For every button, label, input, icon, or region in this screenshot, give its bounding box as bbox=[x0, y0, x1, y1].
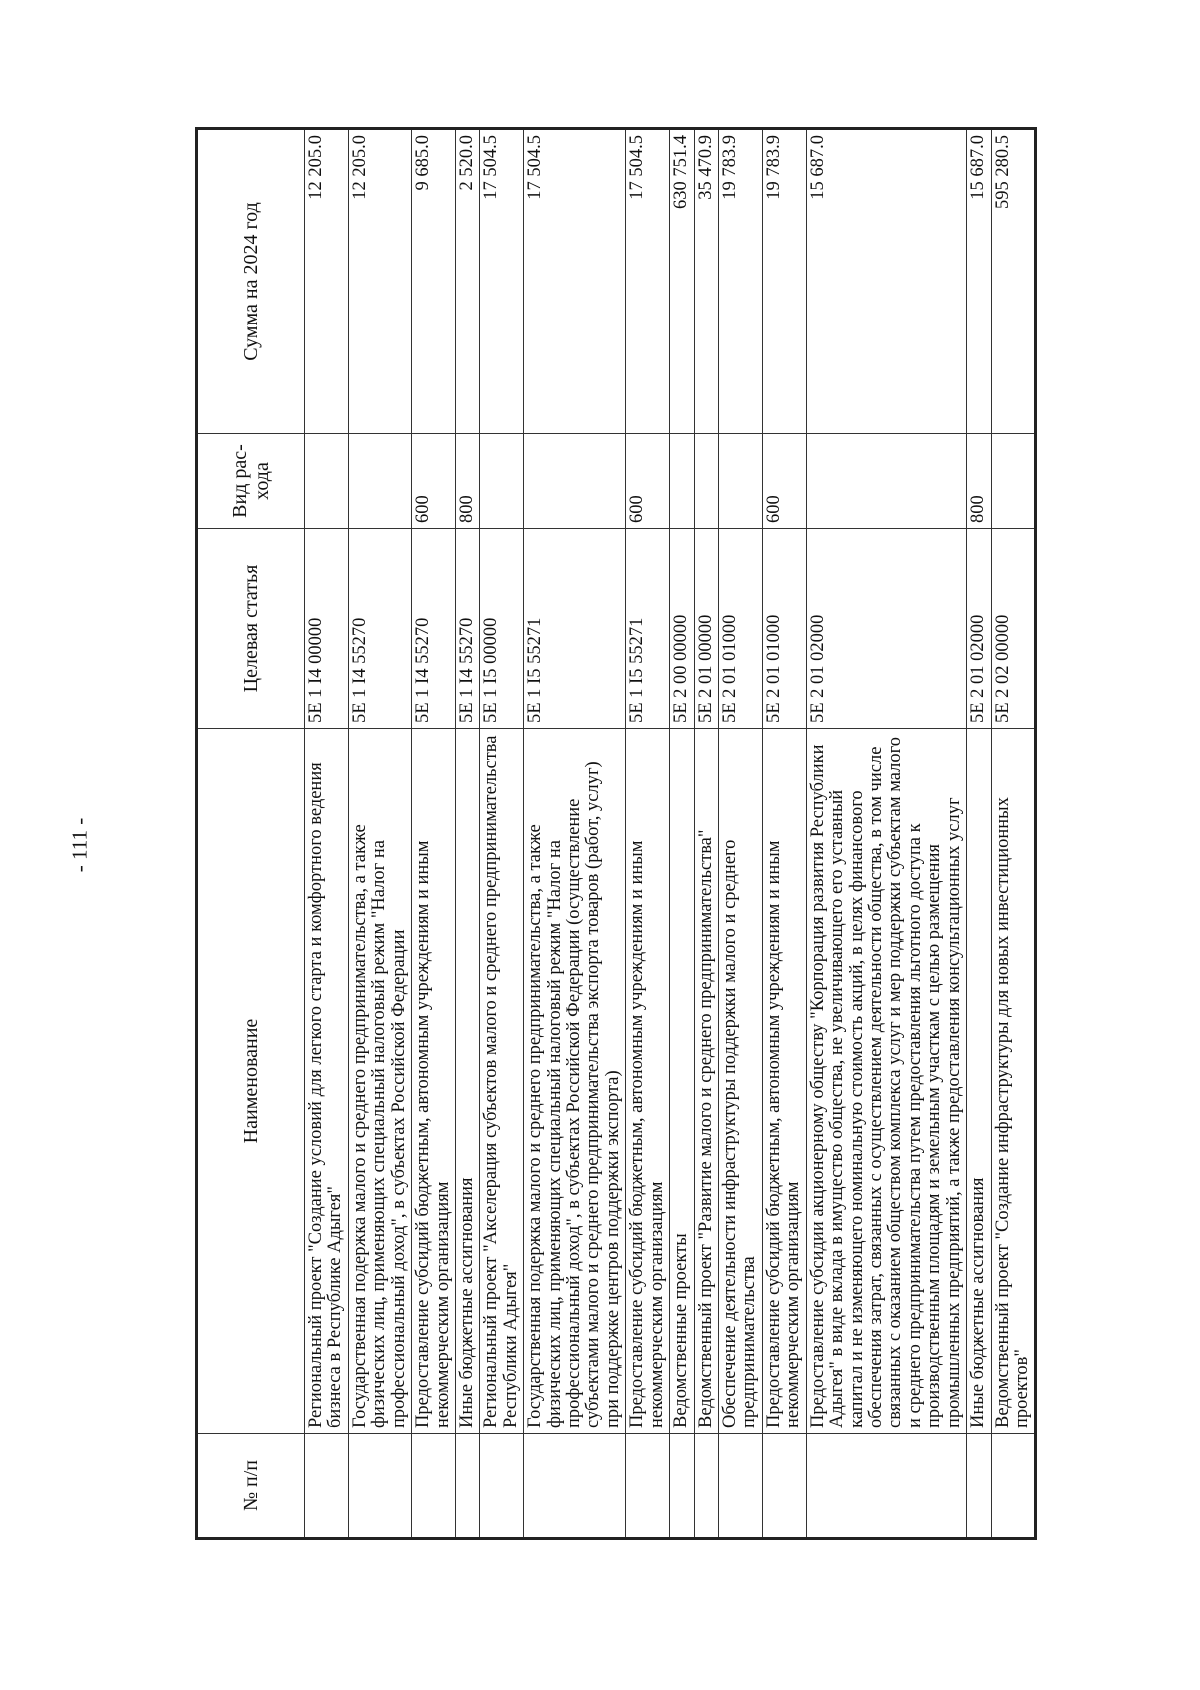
cell-code: 5Е 2 01 00000 bbox=[694, 529, 718, 729]
table-row bbox=[480, 129, 524, 1539]
table-row bbox=[806, 129, 966, 1539]
cell-code: 5Е 1 I5 00000 bbox=[480, 529, 524, 729]
table-row bbox=[719, 129, 763, 1539]
cell-sum: 630 751.4 bbox=[670, 129, 694, 434]
cell-num bbox=[412, 1434, 456, 1539]
table-row bbox=[524, 129, 626, 1539]
cell-num bbox=[670, 1434, 694, 1539]
page-number: - 111 - bbox=[67, 817, 92, 873]
cell-num bbox=[455, 1434, 479, 1539]
cell-sum: 19 783.9 bbox=[719, 129, 763, 434]
cell-vid bbox=[719, 434, 763, 529]
cell-vid: 600 bbox=[412, 434, 456, 529]
cell-num bbox=[694, 1434, 718, 1539]
cell-vid bbox=[524, 434, 626, 529]
cell-sum: 12 205.0 bbox=[348, 129, 411, 434]
cell-name: Региональный проект "Акселерация субъектов малого и среднего предпринимательства Республики Адыгея" bbox=[480, 729, 524, 1434]
cell-num bbox=[719, 1434, 763, 1539]
cell-num bbox=[305, 1434, 349, 1539]
cell-code: 5Е 2 01 01000 bbox=[762, 529, 806, 729]
cell-vid: 600 bbox=[626, 434, 670, 529]
budget-table bbox=[195, 127, 1037, 1540]
cell-code: 5Е 2 01 02000 bbox=[967, 529, 991, 729]
cell-code: 5Е 1 I5 55271 bbox=[524, 529, 626, 729]
cell-name: Ведомственный проект "Создание инфраструктуры для новых инвестиционных проектов" bbox=[991, 729, 1036, 1434]
table-row bbox=[762, 129, 806, 1539]
table-row bbox=[991, 129, 1036, 1539]
budget-table-container bbox=[195, 130, 1035, 1540]
cell-sum: 15 687.0 bbox=[806, 129, 966, 434]
cell-sum: 17 504.5 bbox=[626, 129, 670, 434]
table-row bbox=[412, 129, 456, 1539]
cell-code: 5Е 1 I4 55270 bbox=[455, 529, 479, 729]
cell-sum: 15 687.0 bbox=[967, 129, 991, 434]
header-name: Наименование bbox=[197, 729, 305, 1434]
table-row bbox=[305, 129, 349, 1539]
cell-sum: 595 280.5 bbox=[991, 129, 1036, 434]
cell-name: Государственная подержка малого и среднего предпринимательства, а также физических лиц, применяющих специальный налоговый режим "Налог на профессиональный доход", в субъектах Российской Федерации (осуществление субъектами малого и среднего предпринимательства экспорта товаров (работ, услуг) при поддержке центров поддержки экспорта) bbox=[524, 729, 626, 1434]
header-num: № п/п bbox=[197, 1434, 305, 1539]
header-sum: Сумма на 2024 год bbox=[197, 129, 305, 434]
cell-num bbox=[480, 1434, 524, 1539]
table-header-row bbox=[197, 129, 305, 1539]
cell-code: 5Е 2 01 02000 bbox=[806, 529, 966, 729]
cell-vid: 800 bbox=[967, 434, 991, 529]
table-row bbox=[348, 129, 411, 1539]
cell-sum: 9 685.0 bbox=[412, 129, 456, 434]
cell-vid bbox=[670, 434, 694, 529]
cell-vid bbox=[348, 434, 411, 529]
cell-name: Обеспечение деятельности инфраструктуры поддержки малого и среднего предпринимательства bbox=[719, 729, 763, 1434]
cell-num bbox=[967, 1434, 991, 1539]
cell-vid: 600 bbox=[762, 434, 806, 529]
cell-vid bbox=[991, 434, 1036, 529]
cell-code: 5Е 1 I4 00000 bbox=[305, 529, 349, 729]
cell-code: 5Е 1 I4 55270 bbox=[348, 529, 411, 729]
cell-num bbox=[348, 1434, 411, 1539]
table-row bbox=[670, 129, 694, 1539]
table-row bbox=[626, 129, 670, 1539]
cell-name: Ведомственный проект "Развитие малого и среднего предпринимательства" bbox=[694, 729, 718, 1434]
cell-vid bbox=[305, 434, 349, 529]
cell-vid bbox=[480, 434, 524, 529]
cell-name: Региональный проект "Создание условий для легкого старта и комфортного ведения бизнеса в Республике Адыгея" bbox=[305, 729, 349, 1434]
cell-num bbox=[626, 1434, 670, 1539]
cell-code: 5Е 1 I4 55270 bbox=[412, 529, 456, 729]
cell-name: Предоставление субсидии акционерному обществу "Корпорация развития Республики Адыгея" в виде вклада в имущество общества, не увеличивающего его уставный капитал и не изменяющего номинальную стоимость акций, в целях финансового обеспечения затрат, связанных с осуществлением деятельности общества, в том числе связанных с оказанием обществом комплекса услуг и мер поддержки субъектам малого и среднего предпринимательства путем предоставления льготного доступа к производственным площадям и земельным участкам с целью размещения промышленных предприятий, а также предоставления консультационных услуг bbox=[806, 729, 966, 1434]
cell-sum: 12 205.0 bbox=[305, 129, 349, 434]
cell-sum: 17 504.5 bbox=[524, 129, 626, 434]
cell-name: Государственная подержка малого и среднего предпринимательства, а также физических лиц, применяющих специальный налоговый режим "Налог на профессиональный доход", в субъектах Российской Федерации bbox=[348, 729, 411, 1434]
table-body bbox=[305, 129, 1036, 1539]
table-row bbox=[694, 129, 718, 1539]
cell-name: Предоставление субсидий бюджетным, автономным учреждениям и иным некоммерческим организациям bbox=[762, 729, 806, 1434]
table-row bbox=[967, 129, 991, 1539]
cell-name: Иные бюджетные ассигнования bbox=[455, 729, 479, 1434]
cell-num bbox=[762, 1434, 806, 1539]
cell-code: 5Е 1 I5 55271 bbox=[626, 529, 670, 729]
cell-num bbox=[524, 1434, 626, 1539]
cell-vid: 800 bbox=[455, 434, 479, 529]
cell-num bbox=[991, 1434, 1036, 1539]
cell-code: 5Е 2 00 00000 bbox=[670, 529, 694, 729]
table-row bbox=[455, 129, 479, 1539]
cell-code: 5Е 2 02 00000 bbox=[991, 529, 1036, 729]
cell-name: Ведомственные проекты bbox=[670, 729, 694, 1434]
cell-sum: 2 520.0 bbox=[455, 129, 479, 434]
cell-sum: 17 504.5 bbox=[480, 129, 524, 434]
header-code: Целевая статья bbox=[197, 529, 305, 729]
cell-vid bbox=[806, 434, 966, 529]
cell-name: Иные бюджетные ассигнования bbox=[967, 729, 991, 1434]
cell-name: Предоставление субсидий бюджетным, автономным учреждениям и иным некоммерческим организациям bbox=[412, 729, 456, 1434]
cell-name: Предоставление субсидий бюджетным, автономным учреждениям и иным некоммерческим организациям bbox=[626, 729, 670, 1434]
cell-sum: 19 783.9 bbox=[762, 129, 806, 434]
cell-num bbox=[806, 1434, 966, 1539]
header-vid: Вид рас-хода bbox=[197, 434, 305, 529]
cell-sum: 35 470.9 bbox=[694, 129, 718, 434]
cell-code: 5Е 2 01 01000 bbox=[719, 529, 763, 729]
cell-vid bbox=[694, 434, 718, 529]
